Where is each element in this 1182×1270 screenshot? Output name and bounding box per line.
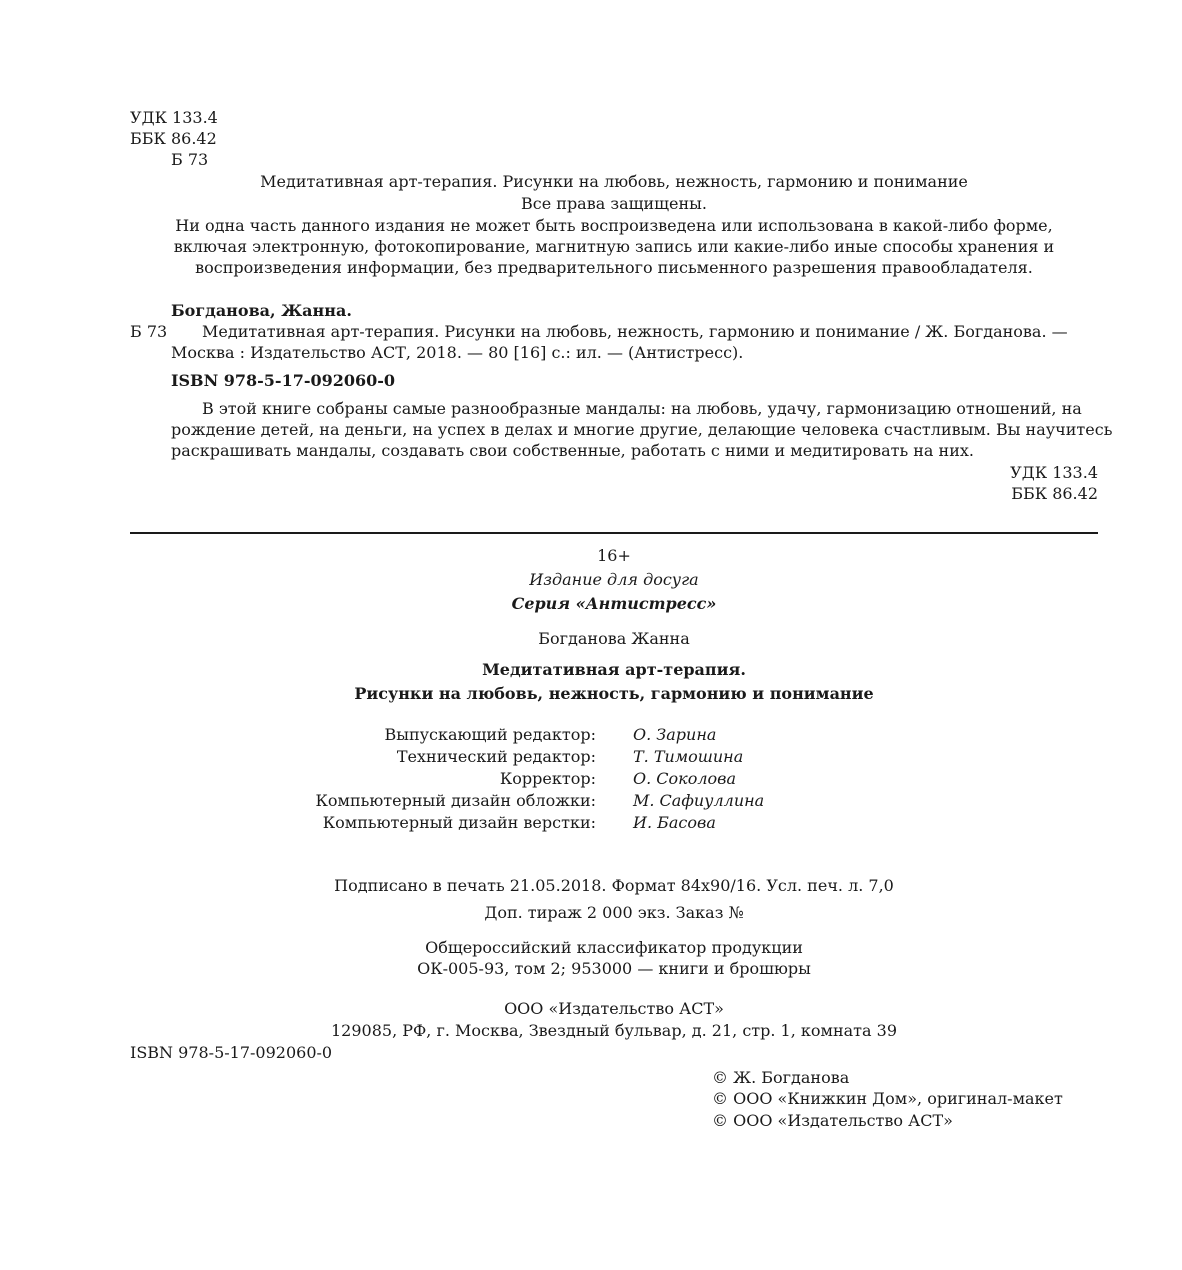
book-author: Богданова Жанна	[538, 629, 690, 648]
staff-row	[0, 724, 1182, 745]
staff-name: О. Соколова	[633, 769, 737, 788]
rights-line-3: воспроизведения информации, без предварительного письменного разрешения правообладателя.	[195, 258, 1033, 277]
publisher-name: ООО «Издательство АСТ»	[504, 999, 724, 1018]
bottom-isbn: ISBN 978-5-17-092060-0	[130, 1043, 333, 1062]
staff-row	[0, 768, 1182, 789]
section-divider	[130, 532, 1098, 534]
staff-name: О. Зарина	[633, 725, 717, 744]
book-title-line-1: Медитативная арт-терапия.	[482, 660, 746, 679]
catalog-udk: УДК 133.4	[1010, 463, 1098, 482]
bbk-code: ББК 86.42	[130, 129, 217, 148]
catalog-desc-line-1: Медитативная арт-терапия. Рисунки на любовь, нежность, гармонию и понимание / Ж. Богданова. —	[202, 322, 1068, 341]
catalog-mark: Б 73	[130, 322, 168, 341]
staff-role: Компьютерный дизайн обложки:	[315, 791, 596, 810]
staff-row	[0, 812, 1182, 833]
staff-row	[0, 746, 1182, 767]
print-run: Доп. тираж 2 000 экз. Заказ №	[484, 903, 744, 922]
rights-line-1: Ни одна часть данного издания не может быть воспроизведена или использована в какой-либо форме,	[175, 216, 1053, 235]
age-rating: 16+	[597, 546, 631, 565]
copyright-line-2: © ООО «Книжкин Дом», оригинал-макет	[712, 1089, 1063, 1108]
classifier-line-2: ОК-005-93, том 2; 953000 — книги и брошюры	[417, 959, 811, 978]
print-signed: Подписано в печать 21.05.2018. Формат 84x90/16. Усл. печ. л. 7,0	[334, 876, 894, 895]
catalog-desc-line-2: Москва : Издательство АСТ, 2018. — 80 [16] с.: ил. — (Антистресс).	[171, 343, 744, 362]
book-title-line-2: Рисунки на любовь, нежность, гармонию и понимание	[354, 684, 874, 703]
author-mark: Б 73	[171, 150, 209, 169]
staff-name: М. Сафиуллина	[633, 791, 765, 810]
staff-role: Выпускающий редактор:	[384, 725, 596, 744]
rights-title: Медитативная арт-терапия. Рисунки на любовь, нежность, гармонию и понимание	[260, 172, 968, 191]
copyright-line-1: © Ж. Богданова	[712, 1068, 850, 1087]
staff-role: Компьютерный дизайн верстки:	[322, 813, 596, 832]
annotation-line-2: рождение детей, на деньги, на успех в делах и многие другие, делающие человека счастливым. Вы научитесь	[171, 420, 1113, 439]
copyright-line-3: © ООО «Издательство АСТ»	[712, 1111, 953, 1130]
annotation-line-1: В этой книге собраны самые разнообразные мандалы: на любовь, удачу, гармонизацию отношений, на	[202, 399, 1082, 418]
staff-name: Т. Тимошина	[633, 747, 744, 766]
series-name: Серия «Антистресс»	[511, 594, 717, 613]
staff-name: И. Басова	[633, 813, 716, 832]
edition-type: Издание для досуга	[529, 570, 699, 589]
rights-line-2: включая электронную, фотокопирование, магнитную запись или какие-либо иные способы хранения и	[173, 237, 1055, 256]
publisher-address: 129085, РФ, г. Москва, Звездный бульвар, д. 21, стр. 1, комната 39	[330, 1021, 898, 1040]
staff-role: Технический редактор:	[396, 747, 596, 766]
annotation-line-3: раскрашивать мандалы, создавать свои собственные, работать с ними и медитировать на них.	[171, 441, 974, 460]
staff-row	[0, 790, 1182, 811]
staff-role: Корректор:	[499, 769, 596, 788]
classifier-line-1: Общероссийский классификатор продукции	[425, 938, 803, 957]
catalog-bbk: ББК 86.42	[1011, 484, 1098, 503]
catalog-author: Богданова, Жанна.	[171, 301, 352, 320]
udk-code: УДК 133.4	[130, 108, 218, 127]
catalog-isbn: ISBN 978-5-17-092060-0	[171, 371, 396, 390]
rights-reserved: Все права защищены.	[521, 194, 707, 213]
